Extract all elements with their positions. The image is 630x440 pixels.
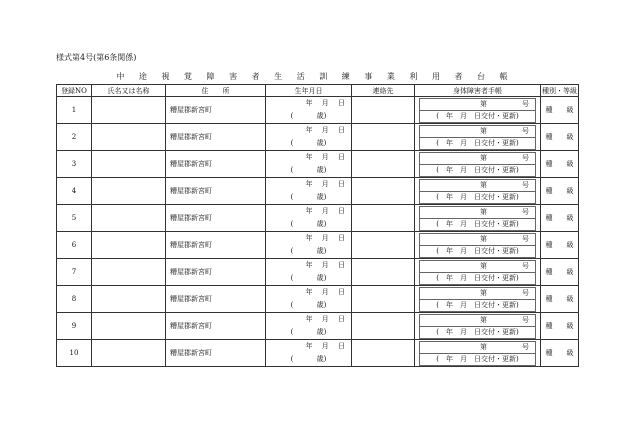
birth-cell[interactable] [266, 232, 352, 259]
type-grade-cell[interactable]: 種 級 [541, 232, 579, 259]
type-grade-cell[interactable]: 種 級 [541, 313, 579, 340]
type-grade-cell[interactable]: 種 級 [541, 286, 579, 313]
cert-cell[interactable] [415, 259, 541, 286]
row-number: 5 [57, 205, 92, 232]
header-name: 氏名又は名称 [92, 85, 166, 97]
birth-cell[interactable] [266, 340, 352, 367]
cert-number-line: 第 号 [419, 314, 536, 327]
birth-age-line: ( 歳) [290, 301, 327, 309]
table-row [57, 205, 579, 232]
type-grade-cell[interactable]: 種 級 [541, 178, 579, 205]
contact-cell[interactable] [352, 124, 415, 151]
type-grade-cell[interactable]: 種 級 [541, 340, 579, 367]
contact-cell[interactable] [352, 259, 415, 286]
type-grade-cell[interactable]: 種 級 [541, 97, 579, 124]
contact-cell[interactable] [352, 205, 415, 232]
cert-cell[interactable] [415, 124, 541, 151]
birth-age-line: ( 歳) [290, 328, 327, 336]
header-birth: 生年月日 [266, 85, 352, 97]
header-type: 種別・等級 [542, 86, 577, 95]
form-number: 様式第4号(第6条関係) [56, 53, 137, 62]
type-grade-cell[interactable]: 種 級 [541, 151, 579, 178]
address-cell[interactable]: 糟屋郡新宮町 [166, 286, 266, 313]
birth-date-line: 年 月 日 [305, 99, 345, 107]
cert-date-line: ( 年 月 日交付・更新) [419, 272, 536, 285]
cert-number-line: 第 号 [419, 233, 536, 246]
name-cell[interactable] [92, 205, 166, 232]
birth-cell[interactable] [266, 313, 352, 340]
address-cell[interactable]: 糟屋郡新宮町 [166, 178, 266, 205]
cert-cell[interactable] [415, 232, 541, 259]
table-row [57, 259, 579, 286]
birth-cell[interactable] [266, 178, 352, 205]
header-contact: 連絡先 [352, 85, 415, 97]
row-number: 8 [57, 286, 92, 313]
birth-age-line: ( 歳) [290, 220, 327, 228]
name-cell[interactable] [92, 286, 166, 313]
birth-age-line: ( 歳) [290, 274, 327, 282]
address-cell[interactable]: 糟屋郡新宮町 [166, 340, 266, 367]
cert-cell[interactable] [415, 151, 541, 178]
birth-date-line: 年 月 日 [305, 342, 345, 350]
birth-cell[interactable] [266, 124, 352, 151]
cert-date-line: ( 年 月 日交付・更新) [419, 353, 536, 366]
birth-cell[interactable] [266, 286, 352, 313]
name-cell[interactable] [92, 232, 166, 259]
cert-date-line: ( 年 月 日交付・更新) [419, 191, 536, 204]
row-number: 4 [57, 178, 92, 205]
birth-date-line: 年 月 日 [305, 180, 345, 188]
birth-cell[interactable] [266, 205, 352, 232]
birth-date-line: 年 月 日 [305, 126, 345, 134]
row-number: 10 [57, 340, 92, 367]
birth-age-line: ( 歳) [290, 166, 327, 174]
birth-date-line: 年 月 日 [305, 207, 345, 215]
name-cell[interactable] [92, 340, 166, 367]
contact-cell[interactable] [352, 151, 415, 178]
type-grade-cell[interactable]: 種 級 [541, 259, 579, 286]
cert-date-line: ( 年 月 日交付・更新) [419, 164, 536, 177]
name-cell[interactable] [92, 313, 166, 340]
address-cell[interactable]: 糟屋郡新宮町 [166, 313, 266, 340]
table-header-row [57, 85, 579, 97]
address-cell[interactable]: 糟屋郡新宮町 [166, 232, 266, 259]
table-row [57, 286, 579, 313]
cert-number-line: 第 号 [419, 179, 536, 192]
cert-number-line: 第 号 [419, 98, 536, 111]
contact-cell[interactable] [352, 178, 415, 205]
contact-cell[interactable] [352, 313, 415, 340]
cert-date-line: ( 年 月 日交付・更新) [419, 326, 536, 339]
table-row [57, 97, 579, 124]
name-cell[interactable] [92, 259, 166, 286]
name-cell[interactable] [92, 151, 166, 178]
cert-cell[interactable] [415, 340, 541, 367]
birth-date-line: 年 月 日 [305, 234, 345, 242]
cert-number-line: 第 号 [419, 341, 536, 354]
birth-cell[interactable] [266, 259, 352, 286]
cert-number-line: 第 号 [419, 287, 536, 300]
cert-number-line: 第 号 [419, 152, 536, 165]
cert-cell[interactable] [415, 205, 541, 232]
contact-cell[interactable] [352, 97, 415, 124]
table-row [57, 313, 579, 340]
page-title: 中 途 視 覚 障 害 者 生 活 訓 練 事 業 利 用 者 台 帳 [116, 72, 514, 81]
cert-date-line: ( 年 月 日交付・更新) [419, 110, 536, 123]
name-cell[interactable] [92, 97, 166, 124]
cert-cell[interactable] [415, 97, 541, 124]
row-number: 3 [57, 151, 92, 178]
birth-age-line: ( 歳) [290, 193, 327, 201]
contact-cell[interactable] [352, 340, 415, 367]
cert-number-line: 第 号 [419, 125, 536, 138]
birth-date-line: 年 月 日 [305, 288, 345, 296]
cert-date-line: ( 年 月 日交付・更新) [419, 299, 536, 312]
cert-cell[interactable] [415, 313, 541, 340]
header-no: 登録NO [57, 85, 92, 97]
name-cell[interactable] [92, 124, 166, 151]
address-cell[interactable]: 糟屋郡新宮町 [166, 124, 266, 151]
row-number: 9 [57, 313, 92, 340]
registry-table [56, 84, 579, 367]
table-row [57, 151, 579, 178]
address-cell[interactable]: 糟屋郡新宮町 [166, 205, 266, 232]
table-row [57, 178, 579, 205]
cert-number-line: 第 号 [419, 260, 536, 273]
contact-cell[interactable] [352, 232, 415, 259]
cert-cell[interactable] [415, 286, 541, 313]
cert-date-line: ( 年 月 日交付・更新) [419, 218, 536, 231]
birth-date-line: 年 月 日 [305, 315, 345, 323]
cert-date-line: ( 年 月 日交付・更新) [419, 137, 536, 150]
row-number: 7 [57, 259, 92, 286]
row-number: 6 [57, 232, 92, 259]
row-number: 2 [57, 124, 92, 151]
type-grade-cell[interactable]: 種 級 [541, 205, 579, 232]
cert-cell[interactable] [415, 178, 541, 205]
birth-cell[interactable] [266, 97, 352, 124]
header-address: 住 所 [166, 85, 266, 97]
birth-date-line: 年 月 日 [305, 261, 345, 269]
contact-cell[interactable] [352, 286, 415, 313]
table-row [57, 232, 579, 259]
birth-cell[interactable] [266, 151, 352, 178]
birth-age-line: ( 歳) [290, 355, 327, 363]
address-cell[interactable]: 糟屋郡新宮町 [166, 151, 266, 178]
cert-number-line: 第 号 [419, 206, 536, 219]
header-cert: 身体障害者手帳 [415, 85, 541, 97]
name-cell[interactable] [92, 178, 166, 205]
table-row [57, 124, 579, 151]
birth-age-line: ( 歳) [290, 112, 327, 120]
row-number: 1 [57, 97, 92, 124]
address-cell[interactable]: 糟屋郡新宮町 [166, 97, 266, 124]
table-row [57, 340, 579, 367]
cert-date-line: ( 年 月 日交付・更新) [419, 245, 536, 258]
birth-age-line: ( 歳) [290, 139, 327, 147]
birth-age-line: ( 歳) [290, 247, 327, 255]
type-grade-cell[interactable]: 種 級 [541, 124, 579, 151]
birth-date-line: 年 月 日 [305, 153, 345, 161]
address-cell[interactable]: 糟屋郡新宮町 [166, 259, 266, 286]
